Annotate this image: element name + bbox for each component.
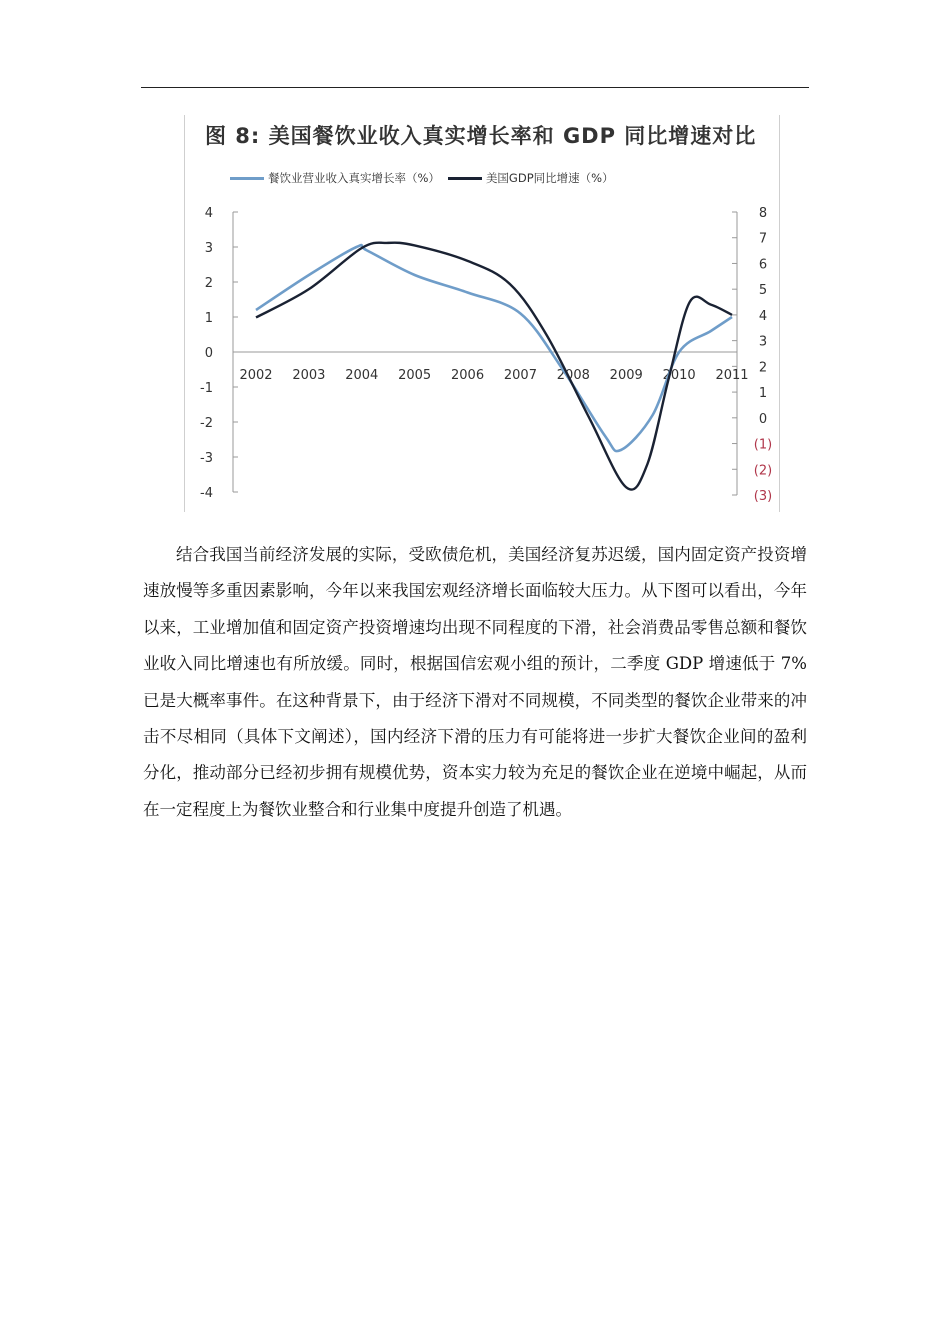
legend-label-gdp: 美国GDP同比增速（%） (485, 171, 614, 185)
x-tick-label: 2002 (239, 368, 273, 383)
legend-label-restaurant: 餐饮业营业收入真实增长率（%） (268, 171, 440, 185)
x-tick-label: 2009 (609, 368, 643, 383)
right-tick-label: 3 (758, 334, 768, 350)
left-tick-label: -2 (200, 416, 213, 431)
right-tick-label: (2) (753, 463, 773, 479)
right-tick-label: (3) (753, 489, 773, 504)
left-tick-label: 0 (204, 346, 213, 361)
right-axis (732, 206, 772, 504)
series-layer (256, 243, 732, 490)
right-tick-label: 5 (758, 283, 768, 299)
line-chart (185, 115, 781, 512)
figure-8 (184, 115, 780, 512)
left-tick-label: -1 (200, 381, 213, 396)
right-tick-label: 6 (758, 257, 768, 273)
x-tick-label: 2005 (398, 368, 432, 383)
right-tick-label: 2 (758, 360, 768, 376)
right-tick-label: 4 (758, 308, 768, 324)
left-tick-label: -3 (200, 451, 213, 466)
x-tick-label: 2011 (715, 368, 749, 383)
left-tick-label: 2 (204, 276, 213, 291)
right-tick-label: 7 (758, 231, 768, 247)
x-tick-label: 2008 (556, 368, 590, 383)
body-paragraph: 结合我国当前经济发展的实际，受欧债危机，美国经济复苏迟缓，国内固定资产投资增速放慢等多重因素影响，今年以来我国宏观经济增长面临较大压力。从下图可以看出，今年以来，工业增加值和固定资产投资增速均出现不同程度的下滑，社会消费品零售总额和餐饮业收入同比增速也有所放缓。同时，根据国信宏观小组的预计，二季度 GDP 增速低于 7%已是大概率事件。在这种背景下，由于经济下滑对不同规模，不同类型的餐饮企业带来的冲击不尽相同（具体下文阐述），国内经济下滑的压力有可能将进一步扩大餐饮企业间的盈利分化，推动部分已经初步拥有规模优势，资本实力较为充足的餐饮企业在逆境中崛起，从而在一定程度上为餐饮业整合和行业集中度提升创造了机遇。 (143, 545, 807, 819)
right-tick-label: 0 (758, 411, 768, 427)
x-tick-label: 2003 (292, 368, 326, 383)
x-tick-label: 2004 (345, 368, 379, 383)
left-tick-label: -4 (200, 486, 213, 501)
right-tick-label: 8 (758, 206, 768, 221)
left-tick-label: 4 (204, 206, 213, 221)
left-axis (200, 206, 238, 501)
x-tick-label: 2006 (451, 368, 485, 383)
figure-title: 图 8: 美国餐饮业收入真实增长率和 GDP 同比增速对比 (205, 124, 757, 148)
x-tick-label: 2010 (662, 368, 696, 383)
series-line-gdp (256, 243, 732, 490)
right-tick-label: 1 (758, 386, 768, 402)
header-rule (141, 87, 809, 88)
x-tick-label: 2007 (503, 368, 537, 383)
left-tick-label: 1 (204, 311, 213, 326)
right-tick-label: (1) (753, 437, 773, 453)
left-tick-label: 3 (204, 241, 213, 256)
